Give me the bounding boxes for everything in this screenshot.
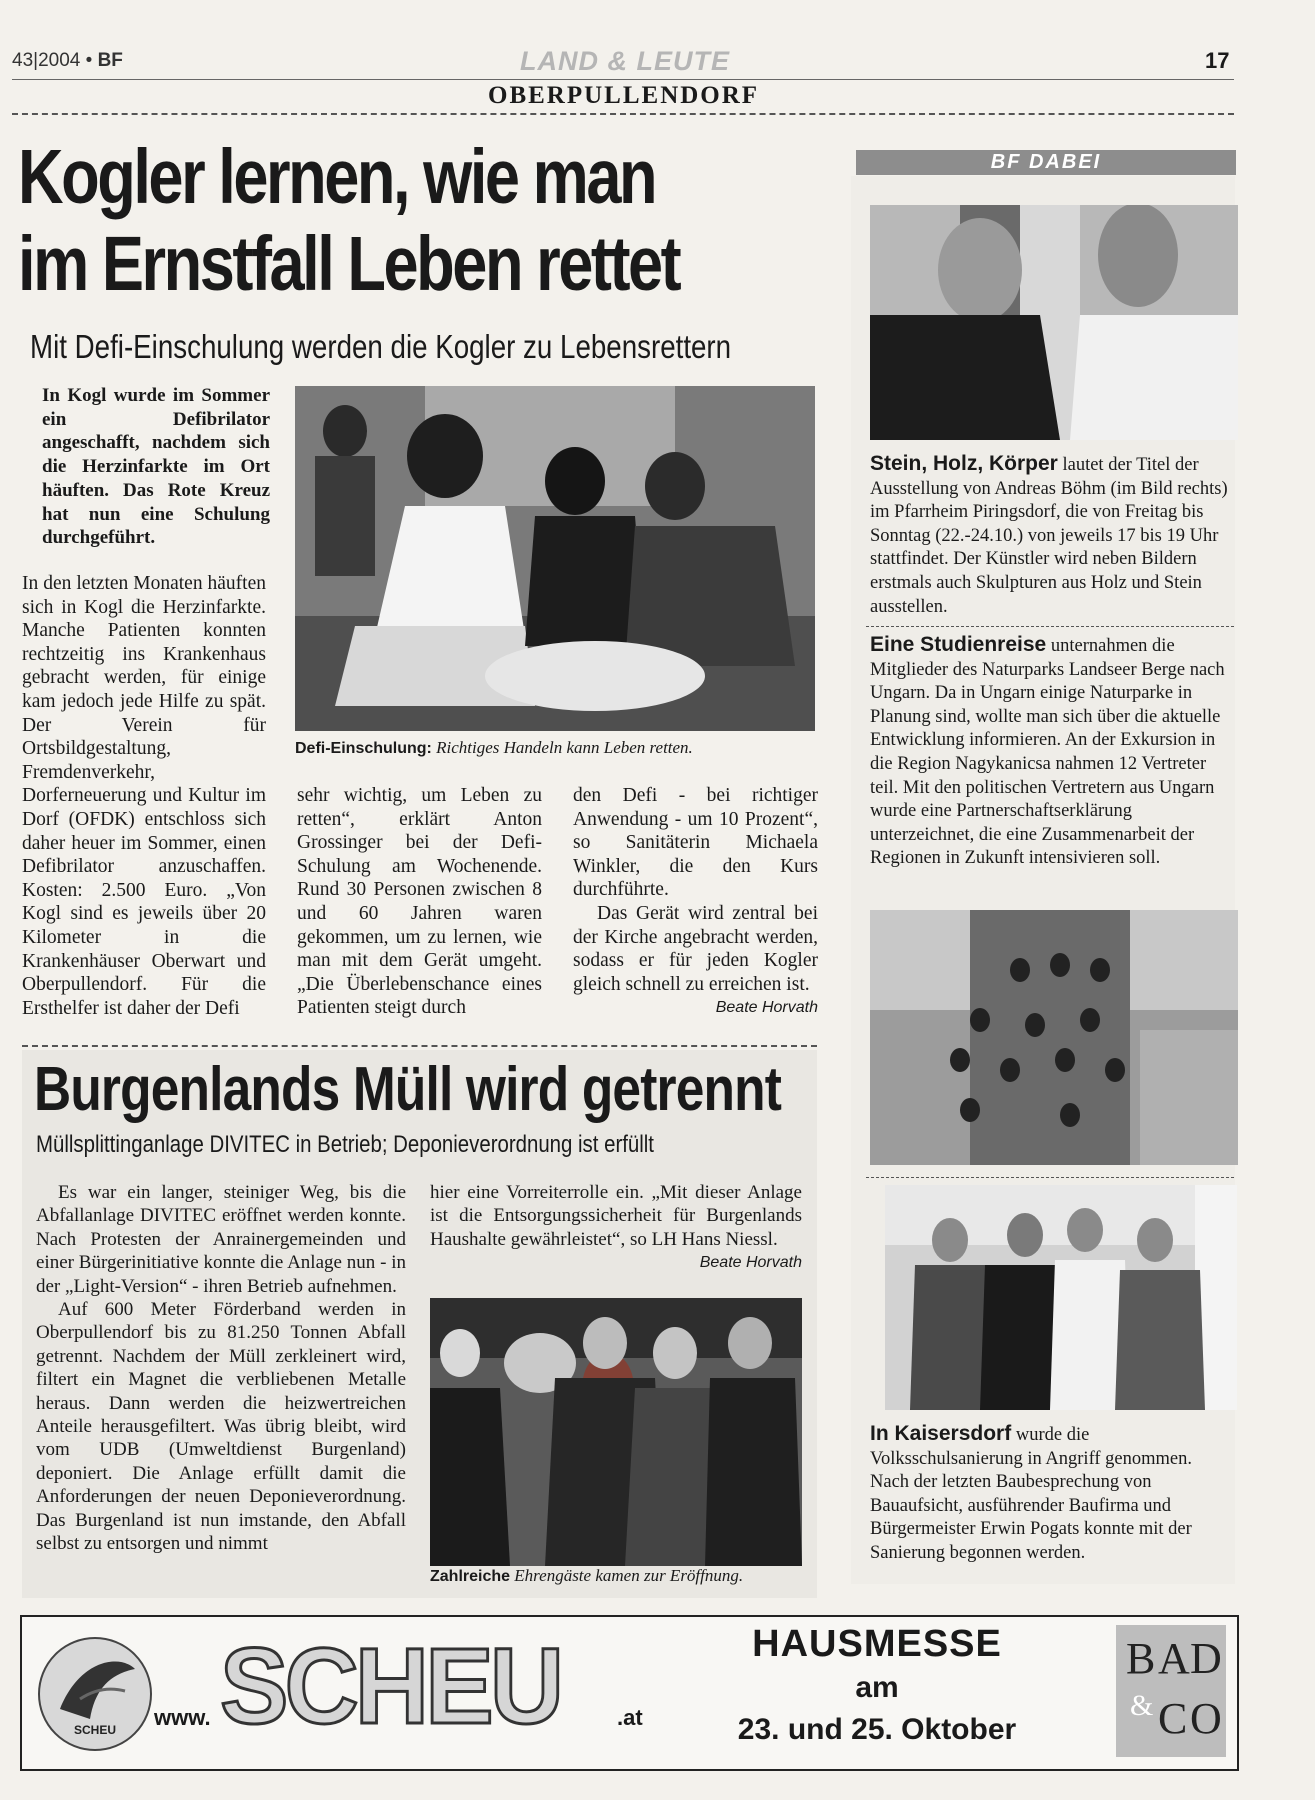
scheu-ad: [20, 1615, 1239, 1771]
sidebar-rule2: [866, 1177, 1234, 1178]
bad-co-B: B: [1126, 1634, 1156, 1683]
article1-headline-line1: Kogler lernen, wie man: [18, 134, 656, 220]
article2-column2-text: hier eine Vorreiterrolle ein. „Mit dieser Anlage ist die Entsorgungssicherheit für Burgenlands Haushalte gewährleistet“, so LH Hans Niessl.: [430, 1182, 802, 1250]
issue-number: 43|2004: [12, 50, 81, 71]
article2-column1: [36, 1181, 406, 1556]
sidebar-item2-lead: Eine Studienreise: [870, 633, 1047, 656]
school-renovation-photo-drawing: [885, 1185, 1237, 1410]
article2-caption-bold: Zahlreiche: [430, 1568, 511, 1585]
sidebar-rule1: [866, 626, 1234, 627]
scheu-round-logo: [38, 1637, 152, 1751]
issue-label: [12, 50, 123, 72]
bad-co-D: D: [1190, 1634, 1222, 1683]
paper-name: BF: [97, 50, 123, 71]
bad-co-A: A: [1158, 1634, 1190, 1683]
ad-tld: .at: [617, 1705, 643, 1730]
article1-column3-paragraph2-text: Das Gerät wird zentral bei der Kirche angebracht werden, sodass er für jeden Kogler gleich schnell zu erreichen ist.: [573, 902, 818, 995]
bad-co-logo: [1116, 1625, 1226, 1757]
header-dashed-rule: [12, 113, 1234, 115]
sidebar-item1-text: lautet der Titel der Ausstellung von Andreas Böhm (im Bild rechts) im Pfarrheim Piringsdorf, die von Freitag bis Sonntag (22.-24.10.) von jeweils 17 bis 19 Uhr stattfindet. Der Künstler wird neben Bildern erstmals auch Skulpturen aus Holz und Stein ausstellen.: [870, 455, 1228, 617]
article2-column2: [430, 1181, 802, 1275]
sidebar-item1: [870, 452, 1232, 619]
sidebar-item2: [870, 633, 1232, 871]
article1-photo-caption: [295, 738, 693, 758]
article2-photo-caption: [430, 1566, 743, 1586]
article1-column1: In den letzten Monaten häuften sich in Kogl die Herzinfarkte. Manche Patienten konnten rechtzeitig ins Krankenhaus gebracht werden, für einige kam jedoch jede Hilfe zu spät. Der Verein für Ortsbildgestaltung, Fremdenverkehr, Dorferneuerung und Kultur im Dorf (OFDK) entschloss sich daher heuer im Sommer, einen Defibrilator anzuschaffen. Kosten: 2.500 Euro. „Von Kogl sind es jeweils über 20 Kilometer in die Krankenhäuser Oberwart und Oberpullendorf. Für die Ersthelfer ist daher der Defi: [22, 573, 266, 1019]
ad-line3: 23. und 25. Oktober: [737, 1713, 1017, 1746]
sidebar-header: [856, 150, 1236, 175]
sidebar-item3-text: wurde die Volksschulsanierung in Angriff genommen. Nach der letzten Baubesprechung von Bauaufsicht, ausführender Baufirma und Bürgermeister Erwin Pogats konnte mit der Sanierung begonnen werden.: [870, 1425, 1193, 1563]
opening-guests-photo-drawing: [430, 1298, 802, 1566]
article2-headline: Burgenlands Müll wird getrennt: [34, 1055, 782, 1124]
article1-column3: [573, 784, 818, 1020]
sidebar-header-label: BF DABEI: [990, 151, 1102, 173]
article1-column3-paragraph2: [573, 902, 818, 1017]
exhibition-photo: [870, 205, 1238, 440]
article1-author: Beate Horvath: [715, 999, 818, 1017]
bad-co-O: O: [1190, 1694, 1222, 1743]
sidebar-item1-lead: Stein, Holz, Körper: [870, 452, 1058, 475]
opening-guests-photo: [430, 1298, 802, 1566]
article2-column1-paragraph2: Auf 600 Meter Förderband werden in Oberpullendorf bis zu 81.250 Tonnen Abfall getrennt. Nachdem der Müll zerkleinert wird, filtert ein Magnet die verbliebenen Metalle heraus. Dann werden die heizwertreichen Anteile herausgefiltert. Was übrig bleibt, wird vom UDB (Umweltdienst Burgenland) deponiert. Die Anlage erfüllt damit die Anforderungen der neuen Deponieverordnung. Das Burgenland ist nun imstande, den Abfall selbst zu entsorgen und nimmt: [36, 1299, 406, 1555]
bad-co-C: C: [1158, 1694, 1188, 1743]
sidebar-item3-lead: In Kaisersdorf: [870, 1422, 1012, 1445]
defi-training-photo-drawing: [295, 386, 815, 731]
article2-column1-paragraph1: Es war ein langer, steiniger Weg, bis die Abfallanlage DIVITEC eröffnet werden konnte. Nach Protesten der Anrainergemeinden und einer Bürgerinitiative konnte die Anlage nun - in der „Light-Version“ - ihren Betrieb aufnehmen.: [36, 1182, 406, 1297]
article1-headline-line2: im Ernstfall Leben rettet: [18, 221, 680, 307]
article1-column3-paragraph1: den Defi - bei richtiger Anwendung - um 10 Prozent“, so Sanitäterin Michaela Winkler, die den Kurs durchführte.: [573, 785, 818, 901]
article2-subheadline: Müllsplittinganlage DIVITEC in Betrieb; Deponieverordnung ist erfüllt: [36, 1131, 654, 1158]
article1-end-rule: [22, 1045, 817, 1047]
page-number: 17: [1205, 48, 1230, 73]
issue-bullet: •: [85, 50, 93, 71]
article2-caption-text: Ehrengäste kamen zur Eröffnung.: [514, 1566, 744, 1585]
article1-headline: [18, 134, 690, 308]
article1-subheadline: Mit Defi-Einschulung werden die Kogler zu Lebensrettern: [30, 328, 732, 365]
article1-lead: In Kogl wurde im Sommer ein Defibrilator angeschafft, nachdem sich die Herzinfarkte im Ort häuften. Das Rote Kreuz hat nun eine Schulung durchgeführt.: [42, 385, 270, 549]
article1-caption-bold: Defi-Einschulung:: [295, 740, 432, 757]
article1-caption-text: Richtiges Handeln kann Leben retten.: [436, 738, 693, 757]
school-renovation-photo: [885, 1185, 1237, 1410]
ad-www: www.: [154, 1705, 211, 1730]
study-trip-photo: [870, 910, 1238, 1165]
section-label: LAND & LEUTE: [520, 46, 730, 76]
exhibition-photo-drawing: [870, 205, 1238, 440]
ad-line1: HAUSMESSE: [752, 1623, 1002, 1665]
defi-training-photo: [295, 386, 815, 731]
header-rule: [12, 79, 1234, 80]
article1-column2: sehr wichtig, um Leben zu retten“, erklärt Anton Grossinger bei der Defi-Schulung am Wochenende. Rund 30 Personen zwischen 8 und 60 Jahren waren gekommen, um zu lernen, wie man mit dem Gerät umgeht. „Die Überlebenschance eines Patienten steigt durch: [297, 785, 542, 1019]
ad-line2: am: [855, 1671, 899, 1704]
bad-co-amp: &: [1130, 1689, 1154, 1722]
study-trip-photo-drawing: [870, 910, 1238, 1165]
ad-brand: SCHEU: [220, 1625, 561, 1746]
sidebar-item2-text: unternahmen die Mitglieder des Naturparks Landseer Berge nach Ungarn. Da in Ungarn einige Naturparke in Planung sind, wollte man sich über die aktuelle Entwicklung informieren. An der Exkursion in die Region Nagykanicsa nahmen 12 Vertreter teil. Mit den politischen Vertretern aus Ungarn wurde eine Partnerschaftserklärung unterzeichnet, die eine Zusammenarbeit der Regionen in Zukunft intensivieren soll.: [870, 636, 1225, 869]
article2-author: Beate Horvath: [699, 1254, 802, 1272]
region-label: OBERPULLENDORF: [488, 82, 760, 109]
sidebar-item3: [870, 1422, 1232, 1566]
round-logo-text: SCHEU: [73, 1723, 116, 1737]
